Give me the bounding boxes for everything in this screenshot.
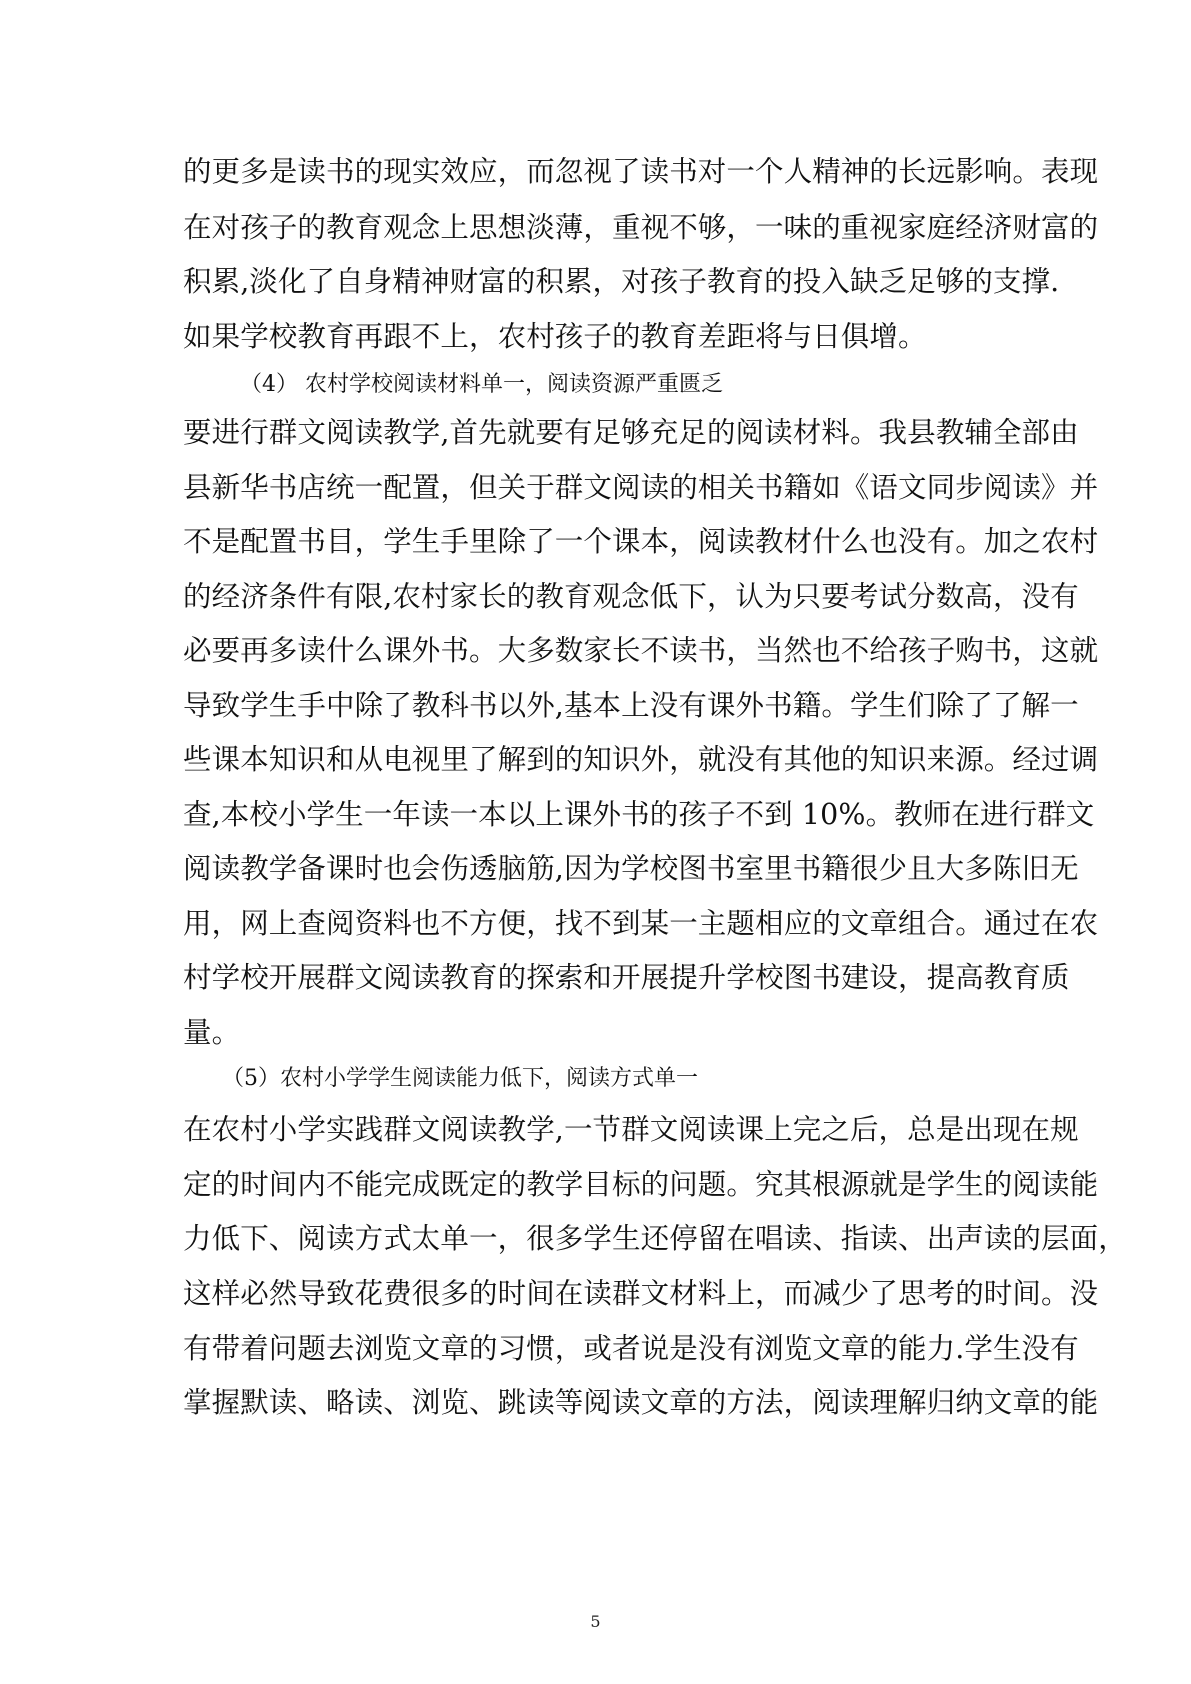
paragraph-line: 力低下、阅读方式太单一，很多学生还停留在唱读、指读、出声读的层面， <box>183 1222 1127 1255</box>
paragraph-line: 要进行群文阅读教学,首先就要有足够充足的阅读材料。我县教辅全部由 <box>183 416 1079 449</box>
paragraph-line: 积累,淡化了自身精神财富的积累，对孩子教育的投入缺乏足够的支撑. <box>183 265 1060 298</box>
paragraph-line: 在农村小学实践群文阅读教学,一节群文阅读课上完之后，总是出现在规 <box>183 1113 1079 1146</box>
paragraph-line: 定的时间内不能完成既定的教学目标的问题。究其根源就是学生的阅读能 <box>183 1168 1099 1201</box>
paragraph-line: 必要再多读什么课外书。大多数家长不读书，当然也不给孩子购书，这就 <box>183 634 1099 667</box>
paragraph-line: 导致学生手中除了教科书以外,基本上没有课外书籍。学生们除了了解一 <box>183 689 1079 722</box>
paragraph-line: 掌握默读、略读、浏览、跳读等阅读文章的方法，阅读理解归纳文章的能 <box>183 1386 1099 1419</box>
paragraph-line: 查,本校小学生一年读一本以上课外书的孩子不到 10%。教师在进行群文 <box>183 798 1095 831</box>
section-heading-5: （5）农村小学学生阅读能力低下，阅读方式单一 <box>222 1066 698 1091</box>
section-heading-4: （4） 农村学校阅读材料单一，阅读资源严重匮乏 <box>240 372 723 397</box>
paragraph-line: 这样必然导致花费很多的时间在读群文材料上，而减少了思考的时间。没 <box>183 1277 1099 1310</box>
paragraph-line: 的更多是读书的现实效应，而忽视了读书对一个人精神的长远影响。表现 <box>183 155 1099 188</box>
paragraph-line: 有带着问题去浏览文章的习惯，或者说是没有浏览文章的能力.学生没有 <box>183 1332 1079 1365</box>
paragraph-line: 些课本知识和从电视里了解到的知识外，就没有其他的知识来源。经过调 <box>183 743 1099 776</box>
page-number: 5 <box>590 1612 601 1631</box>
paragraph-line: 村学校开展群文阅读教育的探索和开展提升学校图书建设，提高教育质 <box>183 961 1070 994</box>
paragraph-line: 的经济条件有限,农村家长的教育观念低下，认为只要考试分数高，没有 <box>183 580 1079 613</box>
paragraph-line: 阅读教学备课时也会伤透脑筋,因为学校图书室里书籍很少且大多陈旧无 <box>183 852 1079 885</box>
paragraph-line: 如果学校教育再跟不上，农村孩子的教育差距将与日俱增。 <box>183 320 927 353</box>
paragraph-line: 县新华书店统一配置，但关于群文阅读的相关书籍如《语文同步阅读》并 <box>183 471 1099 504</box>
paragraph-line: 在对孩子的教育观念上思想淡薄，重视不够，一味的重视家庭经济财富的 <box>183 211 1099 244</box>
paragraph-line: 用，网上查阅资料也不方便，找不到某一主题相应的文章组合。通过在农 <box>183 907 1099 940</box>
paragraph-line: 不是配置书目，学生手里除了一个课本，阅读教材什么也没有。加之农村 <box>183 525 1099 558</box>
paragraph-line: 量。 <box>183 1016 241 1049</box>
